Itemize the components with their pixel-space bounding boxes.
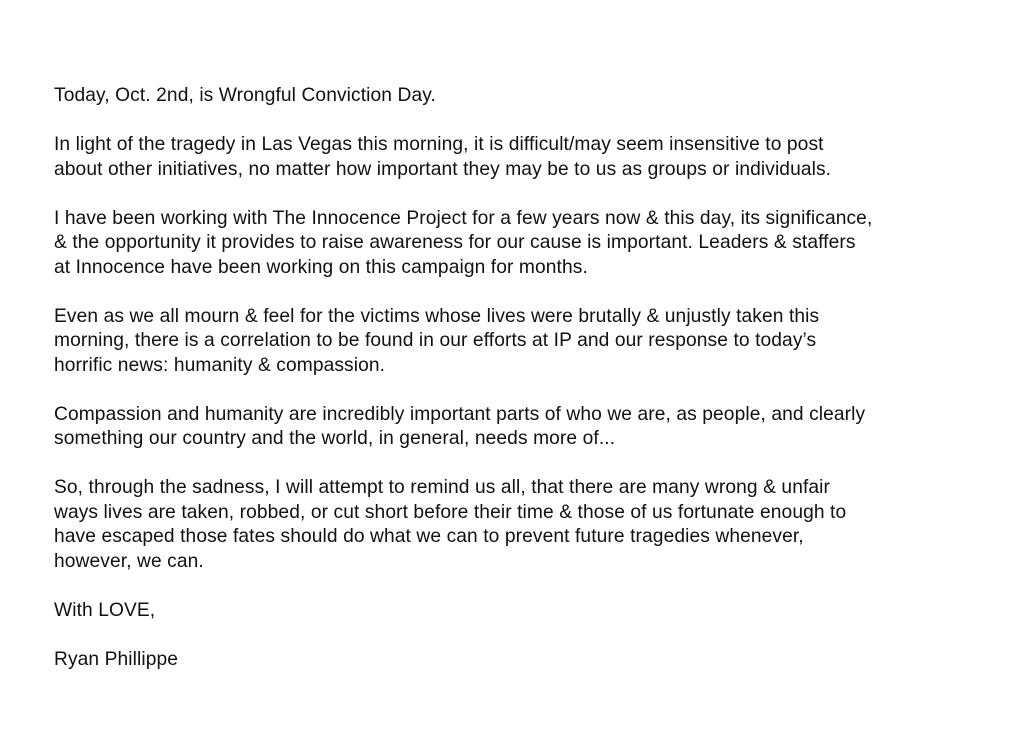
text-line: at Innocence have been working on this campaign for months. <box>54 256 588 278</box>
paragraph-mourning <box>54 305 1004 379</box>
paragraph-las-vegas <box>54 133 1004 182</box>
text-line: about other initiatives, no matter how important they may be to us as groups or individuals. <box>54 158 832 180</box>
paragraph-compassion <box>54 403 1004 452</box>
text-line: I have been working with The Innocence Project for a few years now & this day, its significance, <box>54 207 873 229</box>
text-line: Even as we all mourn & feel for the victims whose lives were brutally & unjustly taken this <box>54 305 820 327</box>
text-line: Today, Oct. 2nd, is Wrongful Conviction Day. <box>54 85 436 106</box>
text-line: something our country and the world, in general, needs more of... <box>54 428 616 449</box>
text-line: With LOVE, <box>54 599 156 621</box>
text-line: have escaped those fates should do what we can to prevent future tragedies whenever, <box>54 526 804 547</box>
text-line: horrific news: humanity & compassion. <box>54 354 386 376</box>
paragraph-innocence-project <box>54 207 1004 281</box>
signature-name <box>54 648 1004 673</box>
text-line: Ryan Phillippe <box>54 648 179 670</box>
letter-body <box>54 84 1004 697</box>
text-line: Compassion and humanity are incredibly important parts of who we are, as people, and clearly <box>54 403 866 425</box>
text-line: & the opportunity it provides to raise awareness for our cause is important. Leaders & staffers <box>54 232 856 253</box>
text-line: ways lives are taken, robbed, or cut short before their time & those of us fortunate enough to <box>54 501 847 523</box>
text-line: In light of the tragedy in Las Vegas this morning, it is difficult/may seem insensitive to post <box>54 134 824 155</box>
paragraph-reminder <box>54 476 1004 574</box>
text-line: So, through the sadness, I will attempt to remind us all, that there are many wrong & unfair <box>54 477 831 498</box>
closing-salutation <box>54 599 1004 624</box>
paragraph-date <box>54 84 1004 109</box>
text-line: morning, there is a correlation to be found in our efforts at IP and our response to today’s <box>54 330 817 351</box>
text-line: however, we can. <box>54 550 204 572</box>
